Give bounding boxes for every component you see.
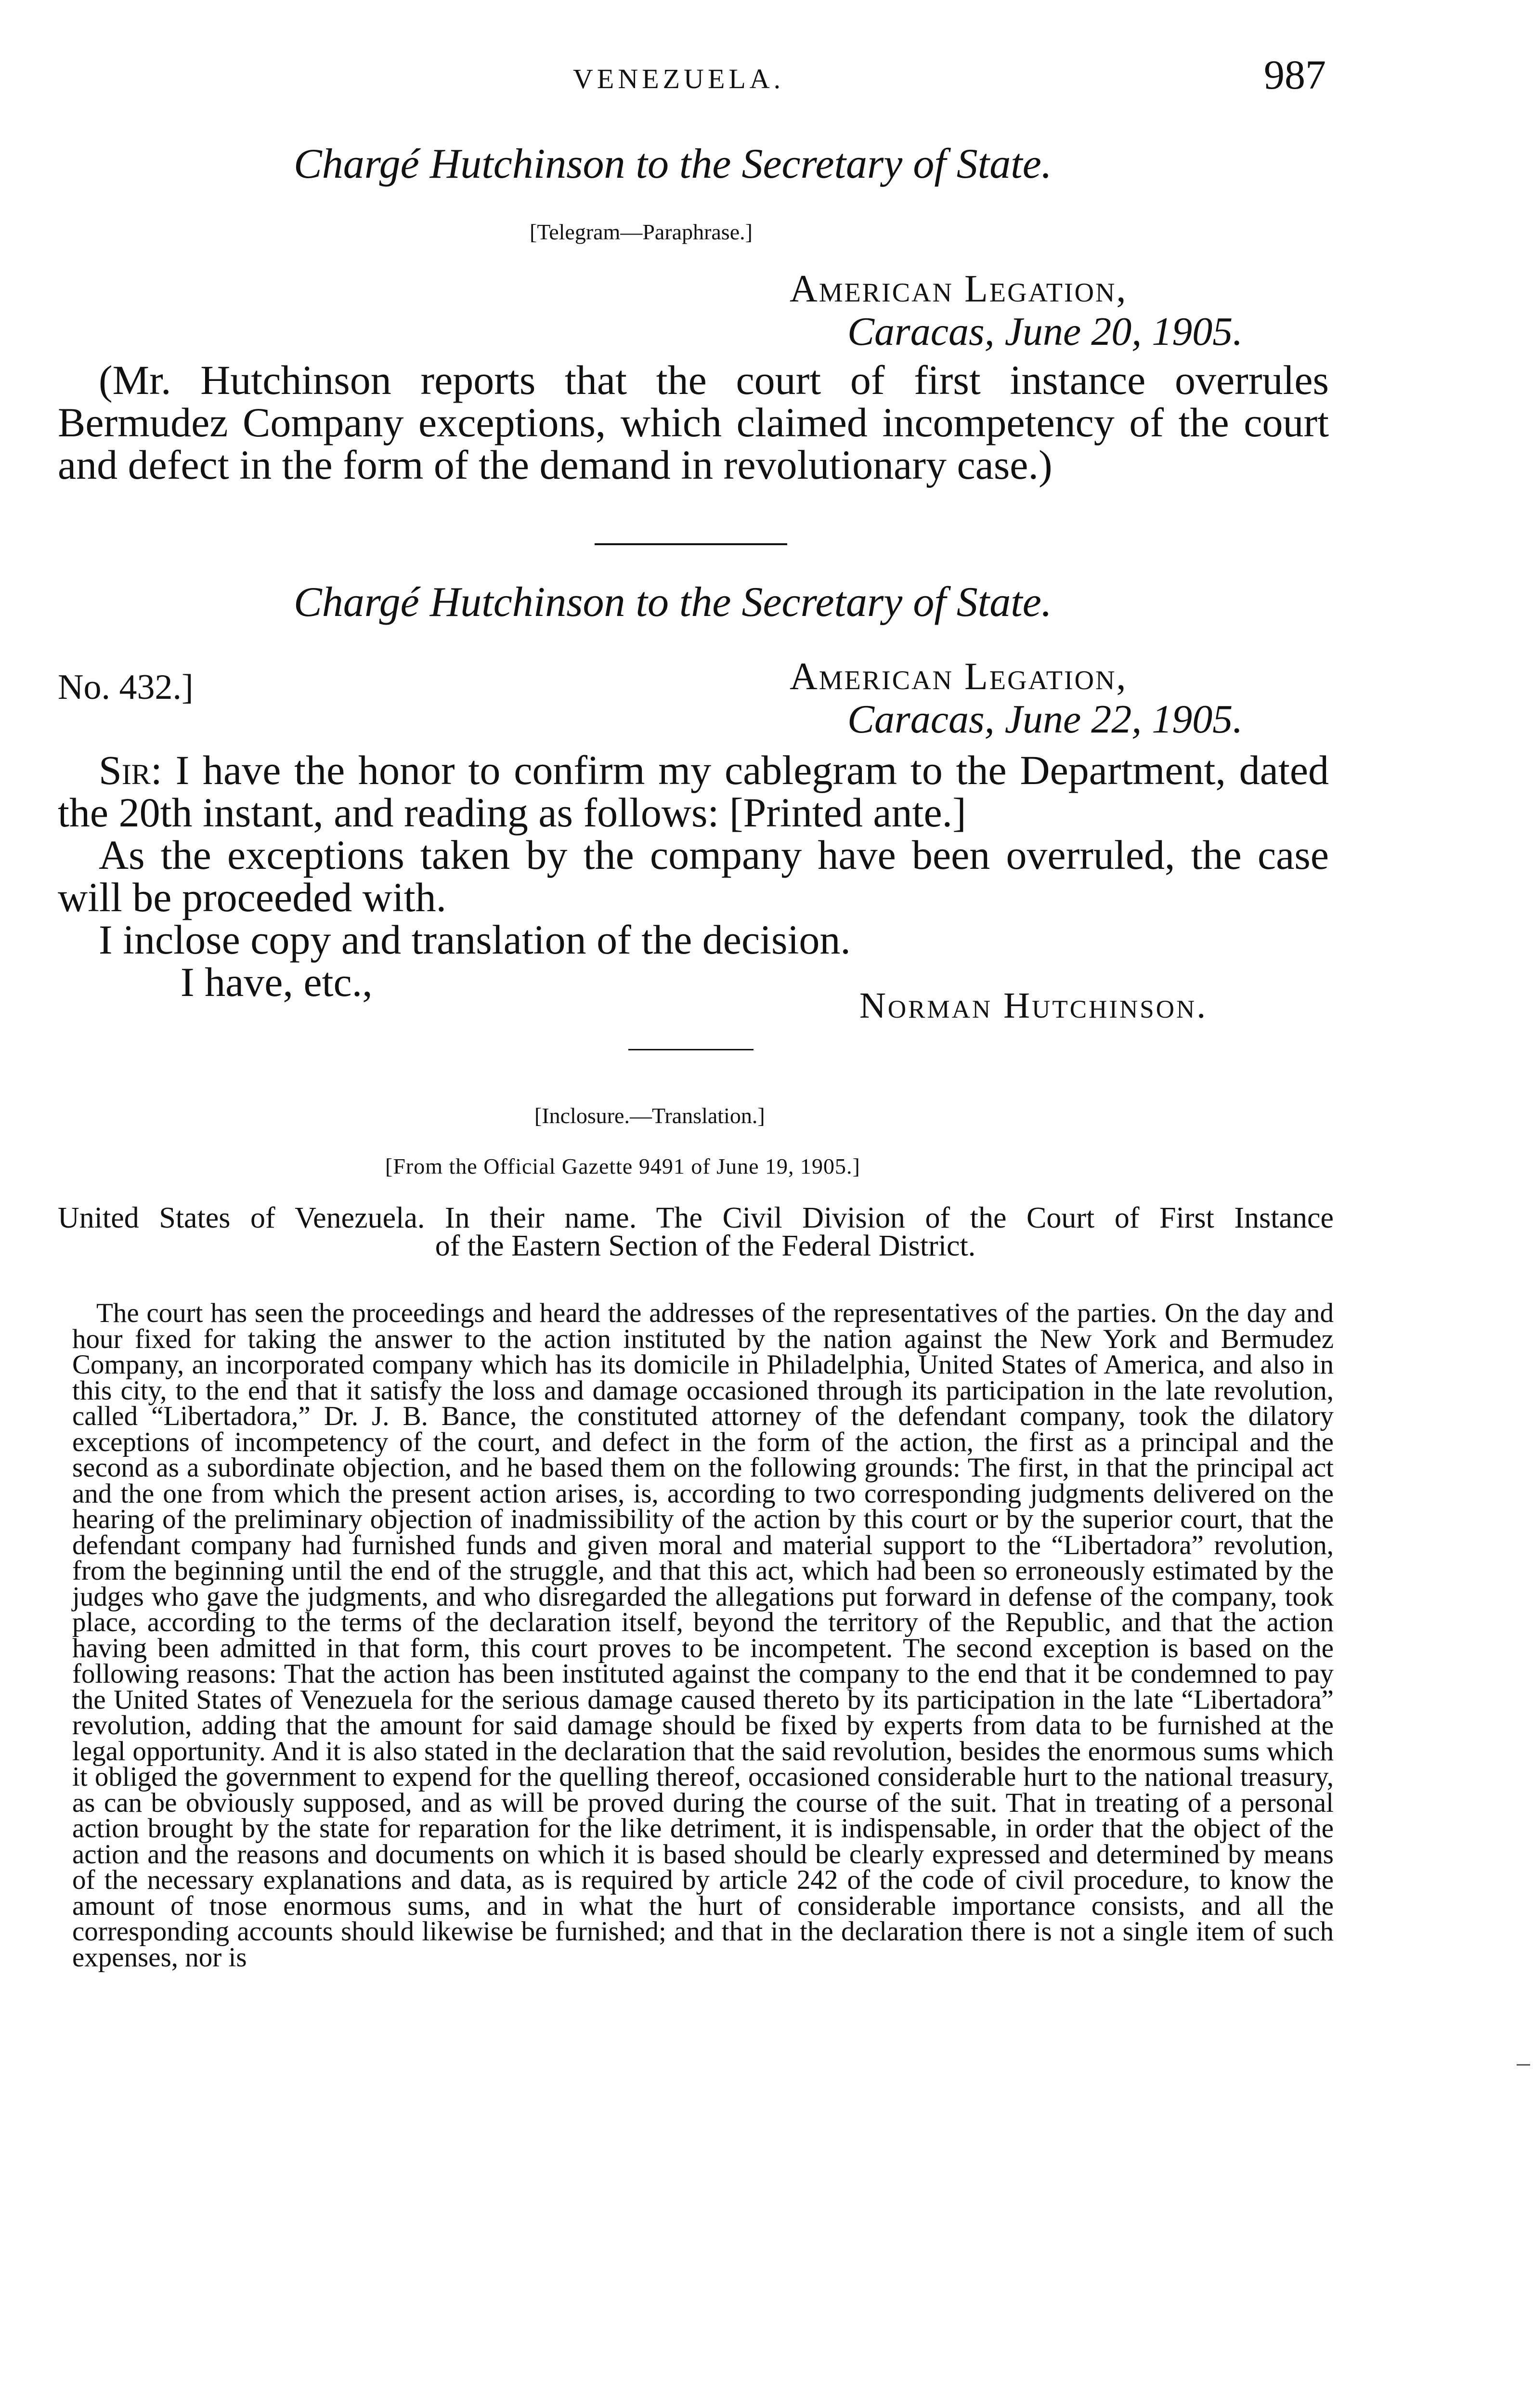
section-divider — [595, 543, 787, 545]
doc2-body — [58, 749, 1329, 1003]
court-header — [58, 1204, 1334, 1260]
margin-mark — [1517, 2064, 1530, 2066]
court-header-line-2: of the Eastern Section of the Federal District. — [435, 1230, 976, 1262]
doc2-paragraph-3: I inclose copy and translation of the decision. — [99, 916, 851, 963]
doc2-title: Chargé Hutchinson to the Secretary of State. — [294, 579, 1052, 626]
doc2-legation: American Legation, — [790, 655, 1128, 698]
doc1-body — [58, 359, 1329, 486]
doc1-note: [Telegram—Paraphrase.] — [530, 220, 753, 244]
inclosure-divider — [628, 1049, 754, 1050]
signature: Norman Hutchinson. — [859, 985, 1208, 1026]
doc1-title: Chargé Hutchinson to the Secretary of State. — [294, 141, 1052, 187]
doc1-legation: American Legation, — [790, 268, 1128, 310]
closing: I have, etc., — [181, 959, 373, 1005]
inclosure-paragraph: The court has seen the proceedings and heard the addresses of the representatives of the parties. On the day and hour fixed for taking the answer to the action instituted by the nation against the New York and Bermudez Company, an incorporated company which has its domicile in Philadelphia, United States of America, and also in this city, to the end that it satisfy the loss and damage occasioned through its participation in the late revolution, called “Libertadora,” Dr. J. B. Bance, the constituted attorney of the defendant company, took the dilatory exceptions of incompetency of the court, and defect in the form of the action, the first as a principal and the second as a subordinate objection, and he based them on the following grounds: The first, in that the principal act and the one from which the present action arises, is, according to two corresponding judgments delivered on the hearing of the preliminary objection of inadmissibility of the action by this court or by the superior court, that the defendant company had furnished funds and given moral and material support to the “Libertadora” revolution, from the beginning until the end of the struggle, and that this act, which had been so erroneously estimated by the judges who gave the judgments, and who disregarded the allegations put forward in defense of the company, took place, according to the terms of the declaration itself, beyond the territory of the Republic, and that the action having been admitted in that form, this court proves to be incompetent. The second exception is based on the following reasons: That the action has been instituted against the company to the end that it be condemned to pay the United States of Venezuela for the serious damage caused thereto by its participation in the late “Libertadora” revolution, adding that the amount for said damage should be fixed by experts from data to be furnished at the legal opportunity. And it is also stated in the declaration that the said revolution, besides the enormous sums which it obliged the government to expend for the quelling thereof, occasioned considerable hurt to the national treasury, as can be obviously supposed, and as will be proved during the course of the suit. That in treating of a personal action brought by the state for reparation for the like detriment, it is indispensable, in order that the object of the action and the reasons and documents on which it is based should be clearly expressed and determined by means of the necessary explanations and data, as is required by article 242 of the code of civil procedure, to know the amount of tnose enormous sums, and in what the hurt of considerable importance consists, and all the corresponding accounts should likewise be furnished; and that in the declaration there is not a single item of such expenses, nor is — [72, 1298, 1334, 1973]
doc2-paragraph-2: As the exceptions taken by the company have been overruled, the case will be proceeded with. — [58, 832, 1329, 920]
inclosure-source: [From the Official Gazette 9491 of June 19, 1905.] — [385, 1154, 860, 1178]
court-header-line-1: United States of Venezuela. In their name. The Civil Division of the Court of First Instance — [58, 1202, 1334, 1234]
doc2-paragraph-1: Sir: I have the honor to confirm my cablegram to the Department, dated the 20th instant, and reading as follows: [Printed ante.] — [58, 747, 1329, 836]
inclosure-label: [Inclosure.—Translation.] — [534, 1103, 765, 1128]
page-number: 987 — [1264, 52, 1326, 98]
doc1-paragraph: (Mr. Hutchinson reports that the court of first instance overrules Bermudez Company exceptions, which claimed incompetency of the court and defect in the form of the demand in revolutionary case.) — [58, 357, 1329, 488]
doc1-dateline: Caracas, June 20, 1905. — [847, 309, 1243, 354]
doc2-dateline: Caracas, June 22, 1905. — [847, 697, 1243, 742]
running-head: VENEZUELA. — [573, 63, 785, 94]
salutation: Sir: — [99, 747, 162, 793]
inclosure-body — [72, 1298, 1334, 1973]
doc2-number: No. 432.] — [58, 667, 194, 707]
